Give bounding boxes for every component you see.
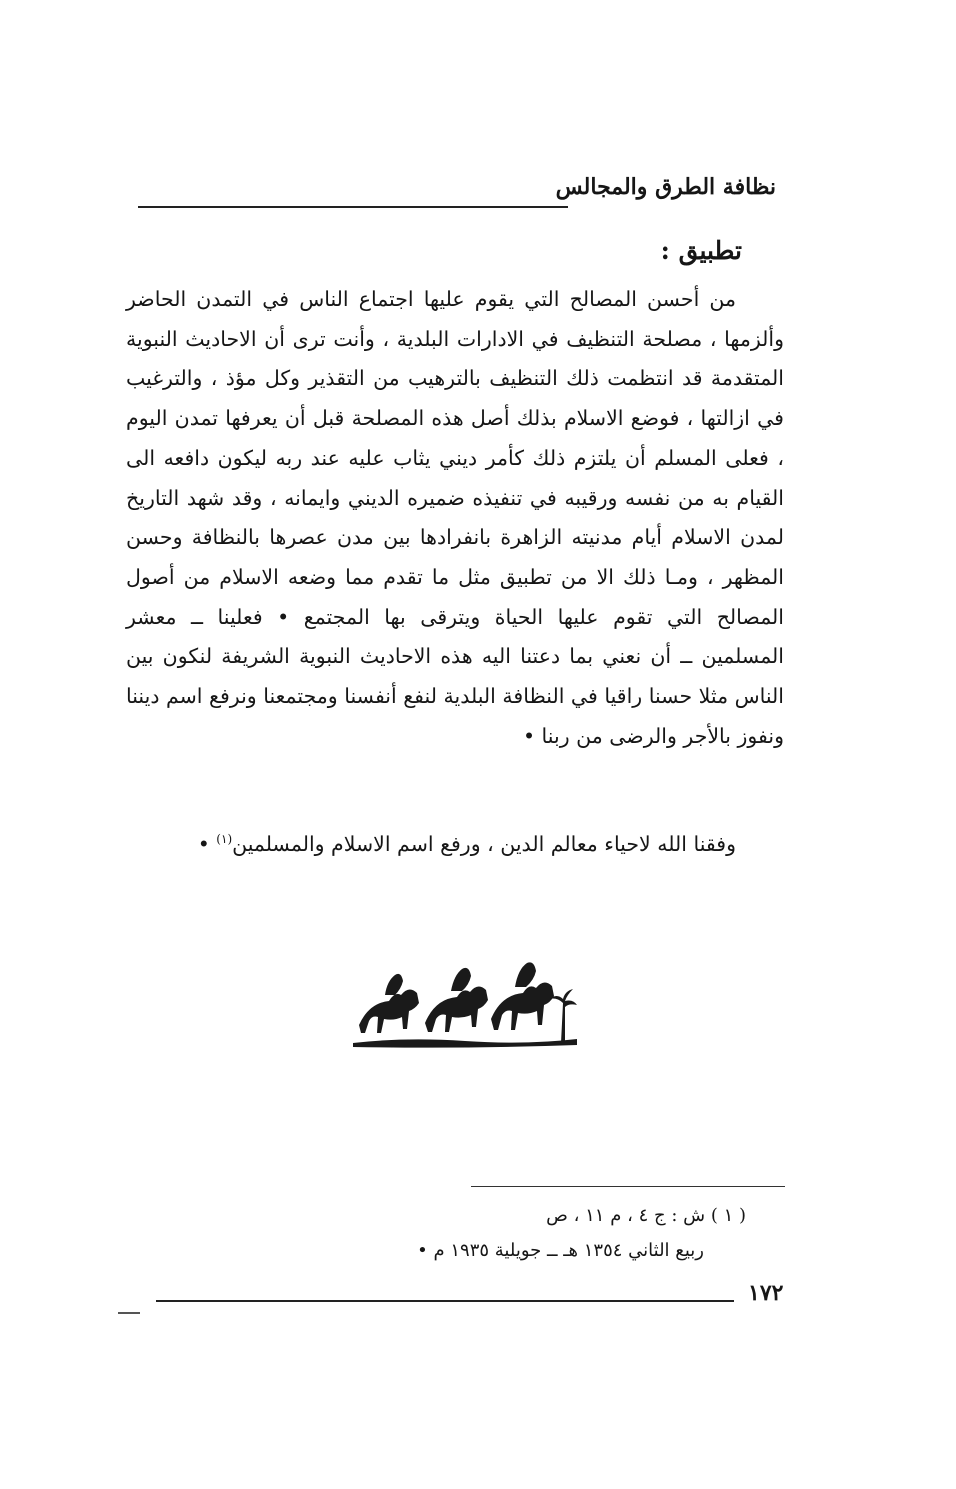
footnotes xyxy=(186,1198,746,1268)
scan-mark xyxy=(118,1312,140,1314)
camel-caravan-icon xyxy=(345,955,585,1055)
page-number: ١٧٢ xyxy=(748,1280,784,1306)
section-title: تطبيق : xyxy=(660,236,742,265)
closing-line xyxy=(126,820,784,864)
footnote-1-continued: ربيع الثاني ١٣٥٤ هـ ــ جويلية ١٩٣٥ م • xyxy=(417,1240,704,1261)
header-rule xyxy=(138,206,568,208)
footnote-rule xyxy=(471,1186,785,1187)
closing-text: وفقنا الله لاحياء معالم الدين ، ورفع اسم الاسلام والمسلمين xyxy=(232,831,736,856)
footer-rule xyxy=(156,1300,734,1302)
footnote-1: ( ١ ) ش : ج ٤ ، م ١١ ، ص xyxy=(546,1205,746,1226)
running-head: نظافة الطرق والمجالس xyxy=(555,174,776,200)
paragraph-1: من أحسن المصالح التي يقوم عليها اجتماع الناس في التمدن الحاضر وألزمها ، مصلحة التنظيف في الادارات البلدية ، وأنت ترى أن الاحاديث النبوية المتقدمة قد انتظمت ذلك التنظيف بالترهيب من التقذير وكل مؤذ ، والترغيب في ازالتها ، فوضع الاسلام بذلك أصل هذه المصلحة قبل أن يعرفها تمدن اليوم ، فعلى المسلم أن يلتزم ذلك كأمر ديني يثاب عليه عند ربه ليكون دافعه الى القيام به من نفسه ورقيبه في تنفيذه ضميره الديني وايمانه ، وقد شهد التاريخ لمدن الاسلام أيام مدنيته الزاهرة بانفرادها بين مدن عصرها بالنظافة وحسن المظهر ، ومـا ذلك الا من تطبيق مثل ما تقدم مما وضعه الاسلام من أصول المصالح التي تقوم عليها الحياة ويترقى بها المجتمع • فعلينا ــ معشر المسلمين ــ أن نعني بما دعتنا اليه هذه الاحاديث النبوية الشريفة لنكون بين الناس مثلا حسنا راقيا في النظافة البلدية لنفع أنفسنا ومجتمعنا ونرفع اسم ديننا ونفوز بالأجر والرضى من ربنا • xyxy=(126,287,784,748)
body-text xyxy=(126,280,784,756)
closing-end: • xyxy=(197,831,217,856)
footnote-ref: (١) xyxy=(216,832,233,846)
